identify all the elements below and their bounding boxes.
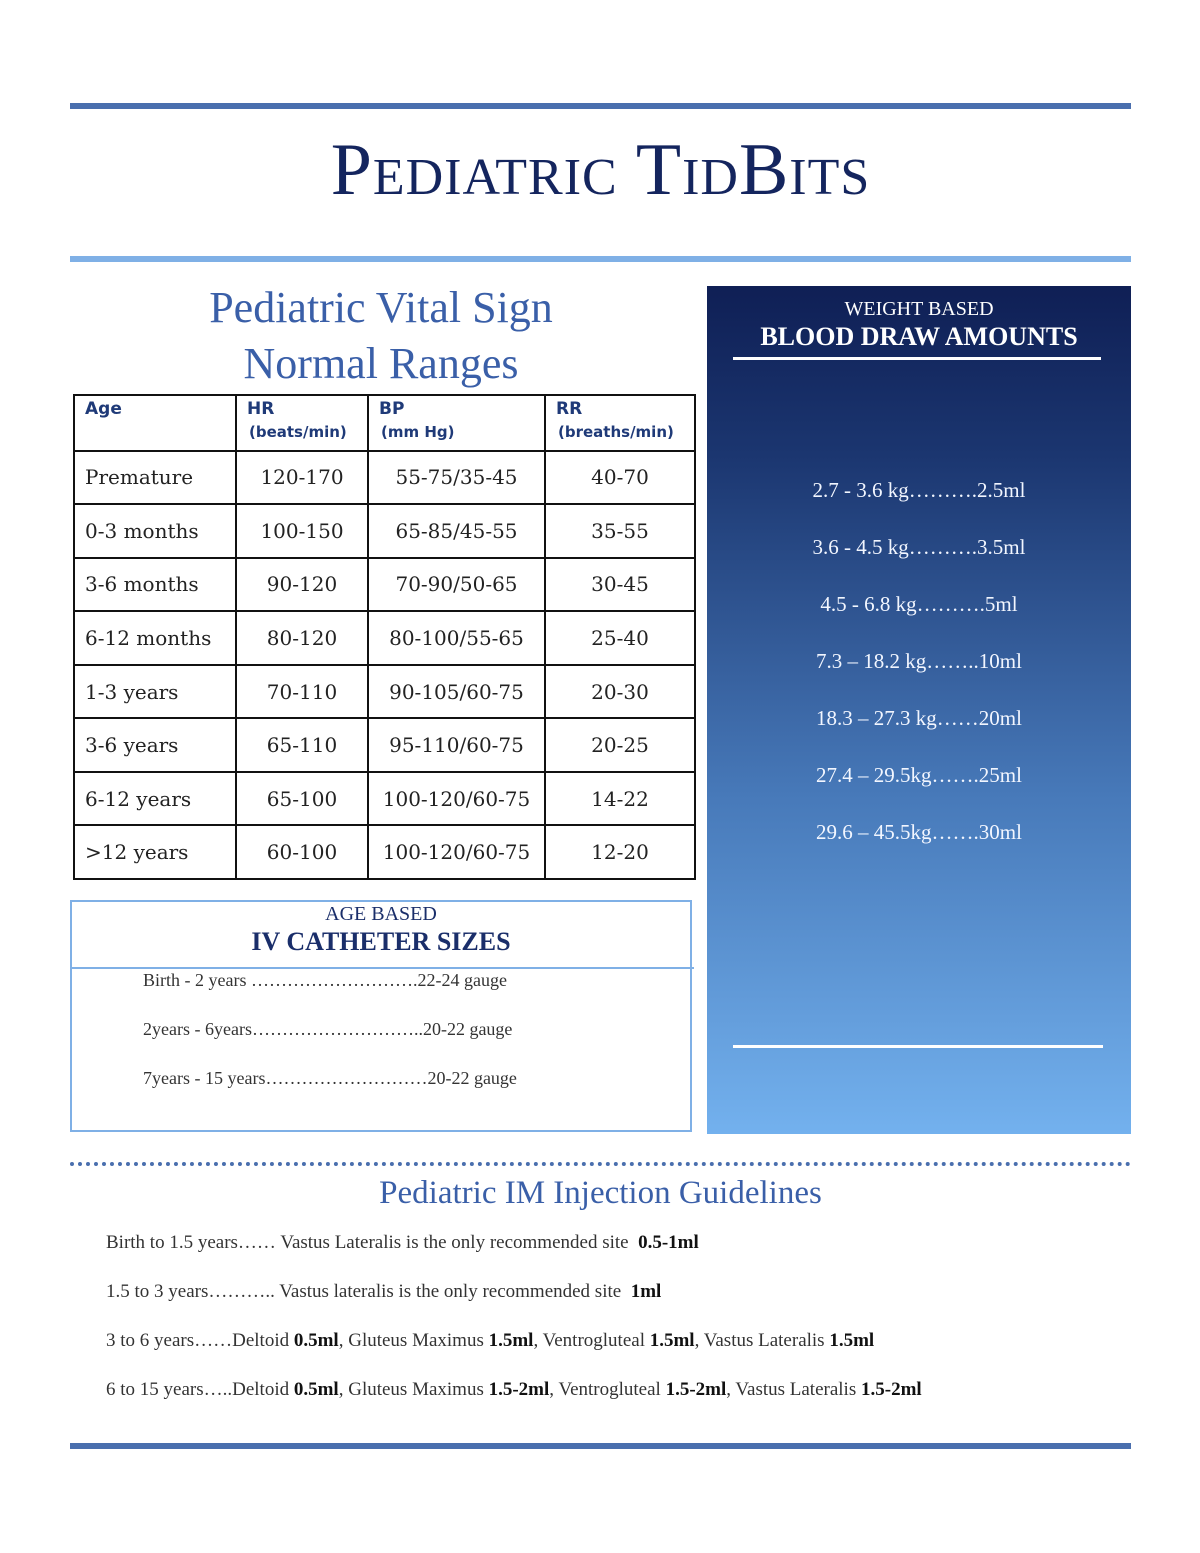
bottom-rule (70, 1443, 1131, 1449)
cell-age: >12 years (74, 825, 236, 879)
vitals-heading (70, 280, 692, 392)
im-injection-heading: Pediatric IM Injection Guidelines (379, 1175, 822, 1211)
blood-draw-list (707, 478, 1131, 877)
list-item: 7.3 – 18.2 kg……..10ml (816, 649, 1022, 673)
im-injection-list (106, 1232, 1146, 1428)
dose: 0.5ml (293, 1379, 339, 1400)
cell-rr: 25-40 (545, 611, 695, 665)
cell-bp: 55-75/35-45 (368, 451, 545, 505)
cell-age: Premature (74, 451, 236, 505)
dose: 0.5ml (293, 1330, 339, 1351)
blood-draw-divider-top (733, 357, 1101, 360)
cell-hr: 65-110 (236, 718, 368, 772)
cell-age: 3-6 years (74, 718, 236, 772)
column-unit: (breaths/min) (558, 423, 674, 441)
page-title: Pediatric TidBits (330, 129, 871, 211)
list-item: 27.4 – 29.5kg…….25ml (816, 763, 1022, 787)
cell-hr: 90-120 (236, 558, 368, 612)
cell-age: 6-12 years (74, 772, 236, 826)
cell-age: 1-3 years (74, 665, 236, 719)
list-item: 18.3 – 27.3 kg……20ml (816, 706, 1022, 730)
list-item: 3.6 - 4.5 kg……….3.5ml (812, 535, 1026, 559)
list-item: 6 to 15 years…..Deltoid 0.5ml, Gluteus Maximus 1.5-2ml, Ventrogluteal 1.5-2ml, Vastus Lateralis 1.5-2ml (106, 1379, 922, 1400)
cell-rr: 20-30 (545, 665, 695, 719)
cell-rr: 40-70 (545, 451, 695, 505)
vitals-table (73, 394, 696, 880)
dose: 1ml (630, 1281, 662, 1302)
cell-bp: 80-100/55-65 (368, 611, 545, 665)
column-header-age: Age (74, 395, 236, 451)
cell-bp: 100-120/60-75 (368, 772, 545, 826)
table-row (74, 665, 695, 719)
list-item: 7years - 15 years………………………20-22 gauge (143, 1068, 517, 1088)
column-header-rr: RR (breaths/min) (545, 395, 695, 451)
list-item: 1.5 to 3 years……….. Vastus lateralis is the only recommended site 1ml (106, 1281, 662, 1302)
list-item: 3 to 6 years……Deltoid 0.5ml, Gluteus Maximus 1.5ml, Ventrogluteal 1.5ml, Vastus Lateralis 1.5ml (106, 1330, 875, 1351)
top-rule (70, 103, 1131, 109)
cell-hr: 60-100 (236, 825, 368, 879)
cell-hr: 65-100 (236, 772, 368, 826)
cell-bp: 65-85/45-55 (368, 504, 545, 558)
blood-draw-subtitle: WEIGHT BASED (844, 298, 994, 320)
vitals-heading-line1: Pediatric Vital Sign (209, 283, 553, 332)
blood-draw-divider-bottom (733, 1045, 1103, 1048)
cell-rr: 12-20 (545, 825, 695, 879)
blood-draw-title: BLOOD DRAW AMOUNTS (760, 322, 1078, 351)
table-row (74, 825, 695, 879)
dose: 0.5-1ml (638, 1232, 699, 1253)
table-row (74, 718, 695, 772)
column-unit: (beats/min) (249, 423, 347, 441)
dose: 1.5-2ml (861, 1379, 922, 1400)
cell-age: 0-3 months (74, 504, 236, 558)
dose: 1.5-2ml (488, 1379, 550, 1400)
column-unit: (mm Hg) (381, 423, 455, 441)
dose: 1.5ml (829, 1330, 875, 1351)
dose: 1.5-2ml (665, 1379, 727, 1400)
cell-hr: 70-110 (236, 665, 368, 719)
table-header-row (74, 395, 695, 451)
cell-rr: 20-25 (545, 718, 695, 772)
cell-rr: 30-45 (545, 558, 695, 612)
table-row (74, 558, 695, 612)
dose: 1.5ml (488, 1330, 534, 1351)
list-item: Birth to 1.5 years…… Vastus Lateralis is the only recommended site 0.5-1ml (106, 1232, 699, 1253)
list-item: 29.6 – 45.5kg…….30ml (816, 820, 1022, 844)
column-header-hr: HR (beats/min) (236, 395, 368, 451)
dose: 1.5ml (649, 1330, 695, 1351)
vitals-heading-line2: Normal Ranges (243, 339, 519, 388)
list-item: 2years - 6years………………………..20-22 gauge (143, 1019, 513, 1039)
cell-hr: 80-120 (236, 611, 368, 665)
cell-bp: 70-90/50-65 (368, 558, 545, 612)
list-item: Birth - 2 years ……………………….22-24 gauge (143, 970, 507, 990)
iv-catheter-list (143, 970, 683, 1117)
table-row (74, 611, 695, 665)
table-row (74, 772, 695, 826)
cell-bp: 95-110/60-75 (368, 718, 545, 772)
iv-catheter-subtitle: AGE BASED (325, 903, 437, 925)
cell-bp: 100-120/60-75 (368, 825, 545, 879)
table-row (74, 504, 695, 558)
dotted-divider (70, 1162, 1131, 1166)
iv-catheter-header-divider (70, 967, 694, 969)
cell-hr: 120-170 (236, 451, 368, 505)
cell-hr: 100-150 (236, 504, 368, 558)
cell-age: 3-6 months (74, 558, 236, 612)
title-rule (70, 256, 1131, 262)
column-header-bp: BP (mm Hg) (368, 395, 545, 451)
list-item: 4.5 - 6.8 kg……….5ml (820, 592, 1018, 616)
cell-age: 6-12 months (74, 611, 236, 665)
table-row (74, 451, 695, 505)
cell-rr: 35-55 (545, 504, 695, 558)
iv-catheter-title: IV CATHETER SIZES (251, 927, 511, 956)
list-item: 2.7 - 3.6 kg……….2.5ml (812, 478, 1026, 502)
cell-bp: 90-105/60-75 (368, 665, 545, 719)
cell-rr: 14-22 (545, 772, 695, 826)
